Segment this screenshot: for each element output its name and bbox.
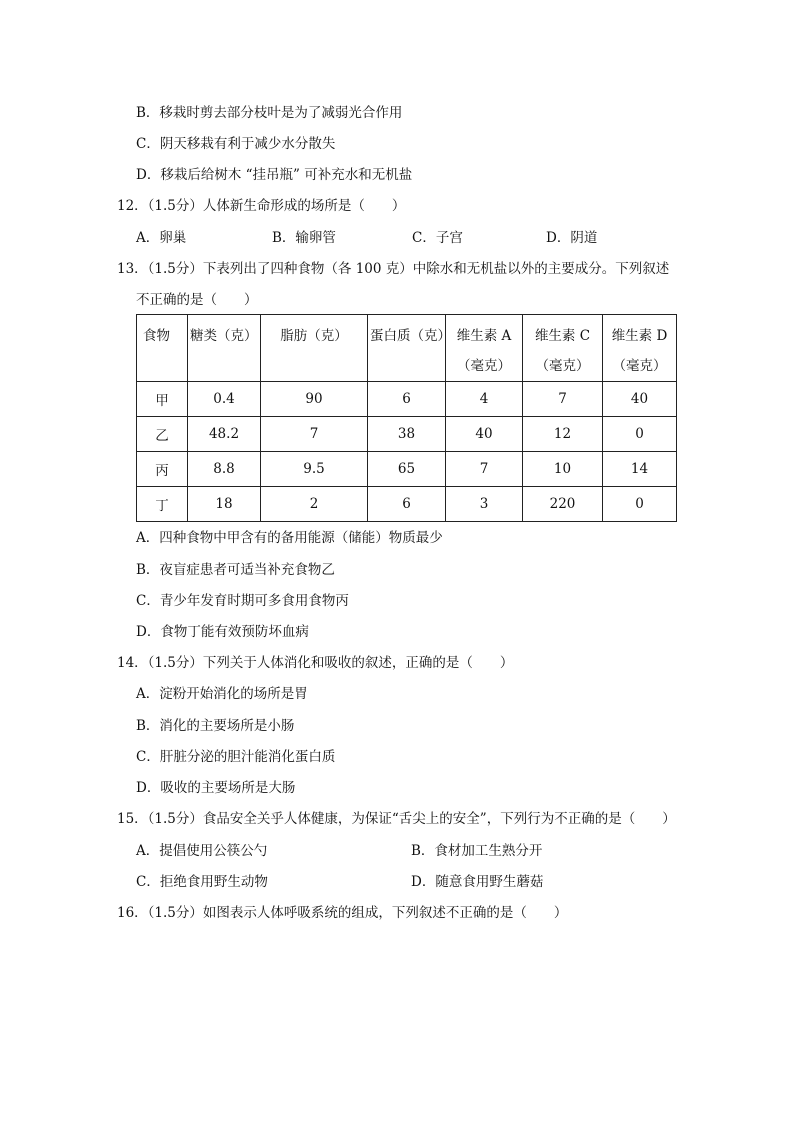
- header-food: 食物: [137, 315, 188, 382]
- table-cell: 14: [603, 452, 677, 487]
- q13-stem-line2: 不正确的是（ ）: [136, 292, 258, 308]
- header-protein: 蛋白质（克）: [368, 315, 446, 382]
- table-cell: 9.5: [261, 452, 368, 487]
- table-cell: 0: [603, 417, 677, 452]
- q11-option-c: C．阴天移栽有利于减少水分散失: [136, 136, 336, 152]
- q15-options-row2: [136, 873, 696, 891]
- table-cell: 6: [368, 382, 446, 417]
- q15-stem: 15．（1.5分）食品安全关乎人体健康，为保证“舌尖上的安全”，下列行为不正确的是（ ）: [117, 811, 676, 827]
- table-cell: 8.8: [188, 452, 261, 487]
- table-row: [137, 452, 677, 487]
- table-cell: 12: [523, 417, 603, 452]
- table-cell: 7: [446, 452, 523, 487]
- table-cell: 0.4: [188, 382, 261, 417]
- q13-option-a: A．四种食物中甲含有的备用能源（储能）物质最少: [136, 530, 443, 546]
- q12-option-c: C．子宫: [412, 230, 463, 246]
- table-cell: 7: [261, 417, 368, 452]
- table-cell: 18: [188, 487, 261, 522]
- q14-stem: 14．（1.5分）下列关于人体消化和吸收的叙述，正确的是（ ）: [117, 655, 514, 671]
- table-cell: 0: [603, 487, 677, 522]
- header-carbohydrate: 糖类（克）: [188, 315, 261, 382]
- q14-option-c: C．肝脏分泌的胆汁能消化蛋白质: [136, 749, 336, 765]
- table-cell: 2: [261, 487, 368, 522]
- table-cell: 7: [523, 382, 603, 417]
- table-cell: 40: [446, 417, 523, 452]
- table-cell: 6: [368, 487, 446, 522]
- q13-option-c: C．青少年发育时期可多食用食物丙: [136, 593, 349, 609]
- q13-stem-line1: 13．（1.5分）下表列出了四种食物（各 100 克）中除水和无机盐以外的主要成分。下列叙述: [117, 261, 670, 277]
- q11-option-b: B．移栽时剪去部分枝叶是为了减弱光合作用: [136, 105, 403, 121]
- food-name: 乙: [137, 417, 188, 452]
- food-name: 丙: [137, 452, 188, 487]
- table-cell: 40: [603, 382, 677, 417]
- q12-options: [136, 229, 696, 247]
- q14-option-d: D．吸收的主要场所是大肠: [136, 780, 296, 796]
- q16-stem: 16．（1.5分）如图表示人体呼吸系统的组成，下列叙述不正确的是（ ）: [117, 905, 568, 921]
- table-cell: 38: [368, 417, 446, 452]
- header-fat: 脂肪（克）: [261, 315, 368, 382]
- q15-option-c: C．拒绝食用野生动物: [136, 874, 268, 890]
- q14-option-b: B．消化的主要场所是小肠: [136, 718, 295, 734]
- food-name: 丁: [137, 487, 188, 522]
- q12-option-a: A．卵巢: [136, 230, 187, 246]
- q15-option-a: A．提倡使用公筷公勺: [136, 843, 268, 859]
- table-cell: 90: [261, 382, 368, 417]
- q11-option-d: D．移栽后给树木 “挂吊瓶” 可补充水和无机盐: [136, 167, 413, 183]
- q13-option-d: D．食物丁能有效预防坏血病: [136, 624, 309, 640]
- food-nutrient-table: [136, 314, 677, 522]
- table-cell: 65: [368, 452, 446, 487]
- table-cell: 220: [523, 487, 603, 522]
- header-vitamin-c: 维生素 C （毫克）: [523, 315, 603, 382]
- q13-option-b: B．夜盲症患者可适当补充食物乙: [136, 562, 335, 578]
- q12-option-b: B．输卵管: [272, 230, 336, 246]
- table-cell: 48.2: [188, 417, 261, 452]
- table-cell: 3: [446, 487, 523, 522]
- table-row: [137, 417, 677, 452]
- q12-option-d: D．阴道: [546, 230, 598, 246]
- table-row: [137, 487, 677, 522]
- q15-option-b: B．食材加工生熟分开: [411, 843, 543, 859]
- q15-options-row1: [136, 842, 696, 860]
- q15-option-d: D．随意食用野生蘑菇: [411, 874, 544, 890]
- food-name: 甲: [137, 382, 188, 417]
- header-vitamin-a: 维生素 A （毫克）: [446, 315, 523, 382]
- header-vitamin-d: 维生素 D （毫克）: [603, 315, 677, 382]
- q12-stem: 12．（1.5分）人体新生命形成的场所是（ ）: [117, 198, 406, 214]
- table-row: [137, 382, 677, 417]
- table-cell: 10: [523, 452, 603, 487]
- table-cell: 4: [446, 382, 523, 417]
- table-header-row: [137, 315, 677, 382]
- q14-option-a: A．淀粉开始消化的场所是胃: [136, 686, 308, 702]
